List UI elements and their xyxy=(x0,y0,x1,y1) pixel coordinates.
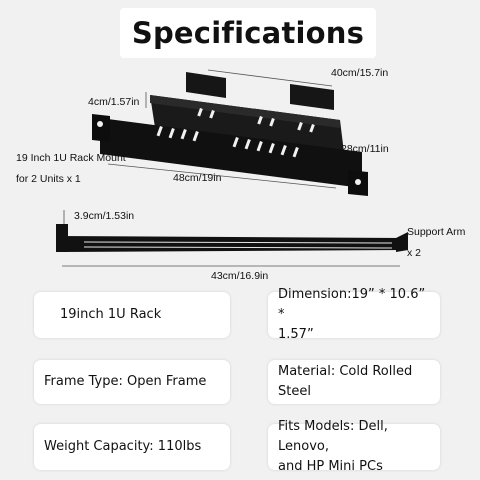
spec-rack xyxy=(34,292,230,338)
arm-height-label: 3.9cm/1.53in xyxy=(74,210,135,222)
support-arm-count: x 2 xyxy=(407,247,422,259)
spec-dimension-line1: Dimension:19” * 10.6” * xyxy=(278,287,426,322)
spec-fits-line2: and HP Mini PCs xyxy=(278,459,383,474)
spec-dimension xyxy=(268,287,440,342)
support-arm-label: Support Arm xyxy=(407,226,466,238)
rack-mount-drawing xyxy=(92,72,368,196)
spec-frame-text: Frame Type: Open Frame xyxy=(44,374,207,389)
spec-material-text: Material: Cold Rolled Steel xyxy=(278,364,413,399)
product-title-line1: 19 Inch 1U Rack Mount xyxy=(16,152,126,164)
support-arm-drawing xyxy=(56,224,408,252)
rack-depth-label: 28cm/11in xyxy=(341,143,389,155)
spec-material xyxy=(268,360,440,404)
product-title-line2: for 2 Units x 1 xyxy=(16,173,81,185)
arm-length-label: 43cm/16.9in xyxy=(211,270,269,282)
spec-dimension-line2: 1.57” xyxy=(278,327,314,342)
spec-rack-text: 19inch 1U Rack xyxy=(60,307,162,322)
spec-frame xyxy=(34,360,230,404)
spec-fits-line1: Fits Models: Dell, Lenovo, xyxy=(278,419,388,454)
spec-weight-text: Weight Capacity: 110lbs xyxy=(44,439,202,454)
spec-weight xyxy=(34,424,230,470)
rack-width-label: 40cm/15.7in xyxy=(331,67,389,79)
page-title: Specifications xyxy=(131,16,365,50)
rack-length-label: 48cm/19in xyxy=(173,172,222,184)
spec-fits xyxy=(268,419,440,474)
rack-height-label: 4cm/1.57in xyxy=(88,96,140,108)
